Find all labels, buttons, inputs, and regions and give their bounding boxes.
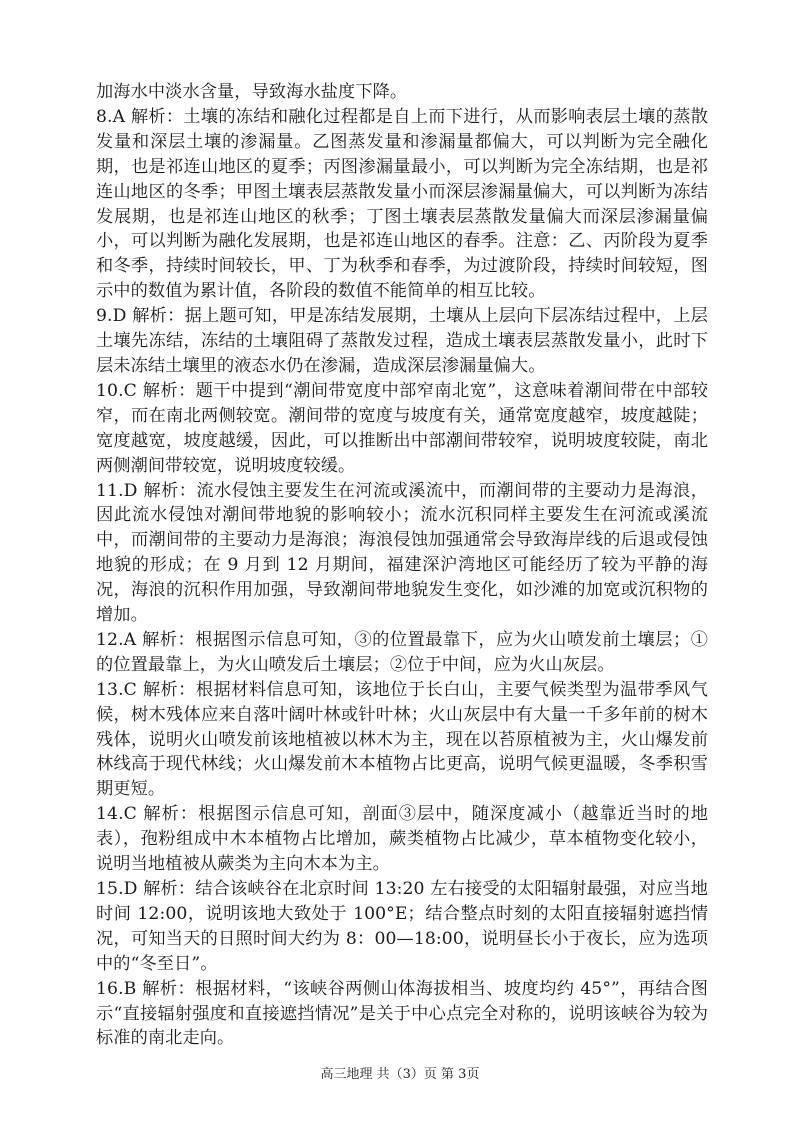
answer-16: 16.B 解析：根据材料，“该峡谷两侧山体海拔相当、坡度均约 45°”，再结合图示“直接辐射强度和直接遮挡情况”是关于中心点完全对称的，说明该峡谷为较为标准的南北走向。	[96, 978, 708, 1049]
answer-11: 11.D 解析：流水侵蚀主要发生在河流或溪流中，而潮间带的主要动力是海浪，因此流水侵蚀对潮间带地貌的影响较小；流水沉积同样主要发生在河流或溪流中，而潮间带的主要动力是海浪；海浪侵蚀加强通常会导致海岸线的后退或侵蚀地貌的形成；在 9 月到 12 月期间，福建深沪湾地区可能经历了较为平静的海况，海浪的沉积作用加强，导致潮间带地貌发生变化，如沙滩的加宽或沉积物的增加。	[96, 480, 708, 626]
answer-13: 13.C 解析：根据材料信息可知，该地位于长白山，主要气候类型为温带季风气候，树木残体应来自落叶阔叶林或针叶林；火山灰层中有大量一千多年前的树木残体，说明火山喷发前该地植被以林木为主，现在以苔原植被为主，火山爆发前林线高于现代林线；火山爆发前木本植物占比更高，说明气候更温暖，冬季积雪期更短。	[96, 679, 708, 800]
answer-12: 12.A 解析：根据图示信息可知，③的位置最靠下，应为火山喷发前土壤层；①的位置最靠上，为火山喷发后土壤层；②位于中间，应为火山灰层。	[96, 629, 708, 675]
answer-9: 9.D 解析：据上题可知，甲是冻结发展期，土壤从上层向下层冻结过程中，上层土壤先冻结，冻结的土壤阻碍了蒸散发过程，造成土壤表层蒸散发量小，此时下层未冻结土壤里的液态水仍在渗漏，造成深层渗漏量偏大。	[96, 306, 708, 376]
page-footer: 高三地理 共（3）页 第 3页	[320, 1067, 480, 1082]
answer-page	[96, 80, 708, 1051]
answer-15: 15.D 解析：结合该峡谷在北京时间 13:20 左右接受的太阳辐射最强，对应当地时间 12:00，说明该地大致处于 100°E；结合整点时刻的太阳直接辐射遮挡情况，可知当天的日照时间大约为 8：00—18:00，说明昼长小于夜长，应为选项中的“冬至日”。	[96, 879, 708, 974]
answer-8: 8.A 解析：土壤的冻结和融化过程都是自上而下进行，从而影响表层土壤的蒸散发量和深层土壤的渗漏量。乙图蒸发量和渗漏量都偏大，可以判断为完全融化期，也是祁连山地区的夏季；丙图渗漏量最小，可以判断为完全冻结期，也是祁连山地区的冬季；甲图土壤表层蒸散发量小而深层渗漏量偏大，可以判断为冻结发展期，也是祁连山地区的秋季；丁图土壤表层蒸散发量偏大而深层渗漏量偏小，可以判断为融化发展期，也是祁连山地区的春季。注意：乙、丙阶段为夏季和冬季，持续时间较长，甲、丁为秋季和春季，为过渡阶段，持续时间较短，图示中的数值为累计值，各阶段的数值不能简单的相互比较。	[96, 106, 708, 302]
answer-10: 10.C 解析：题干中提到“潮间带宽度中部窄南北宽”，这意味着潮间带在中部较窄，而在南北两侧较宽。潮间带的宽度与坡度有关，通常宽度越窄，坡度越陡；宽度越宽，坡度越缓，因此，可以推断出中部潮间带较窄，说明坡度较陡，南北两侧潮间带较宽，说明坡度较缓。	[96, 380, 708, 476]
paragraph-continuation: 加海水中淡水含量，导致海水盐度下降。	[96, 82, 408, 102]
answer-14: 14.C 解析：根据图示信息可知，剖面③层中，随深度减小（越靠近当时的地表），孢粉组成中木本植物占比增加，蕨类植物占比减少，草本植物变化较小，说明当地植被从蕨类为主向木本为主。	[96, 804, 708, 875]
